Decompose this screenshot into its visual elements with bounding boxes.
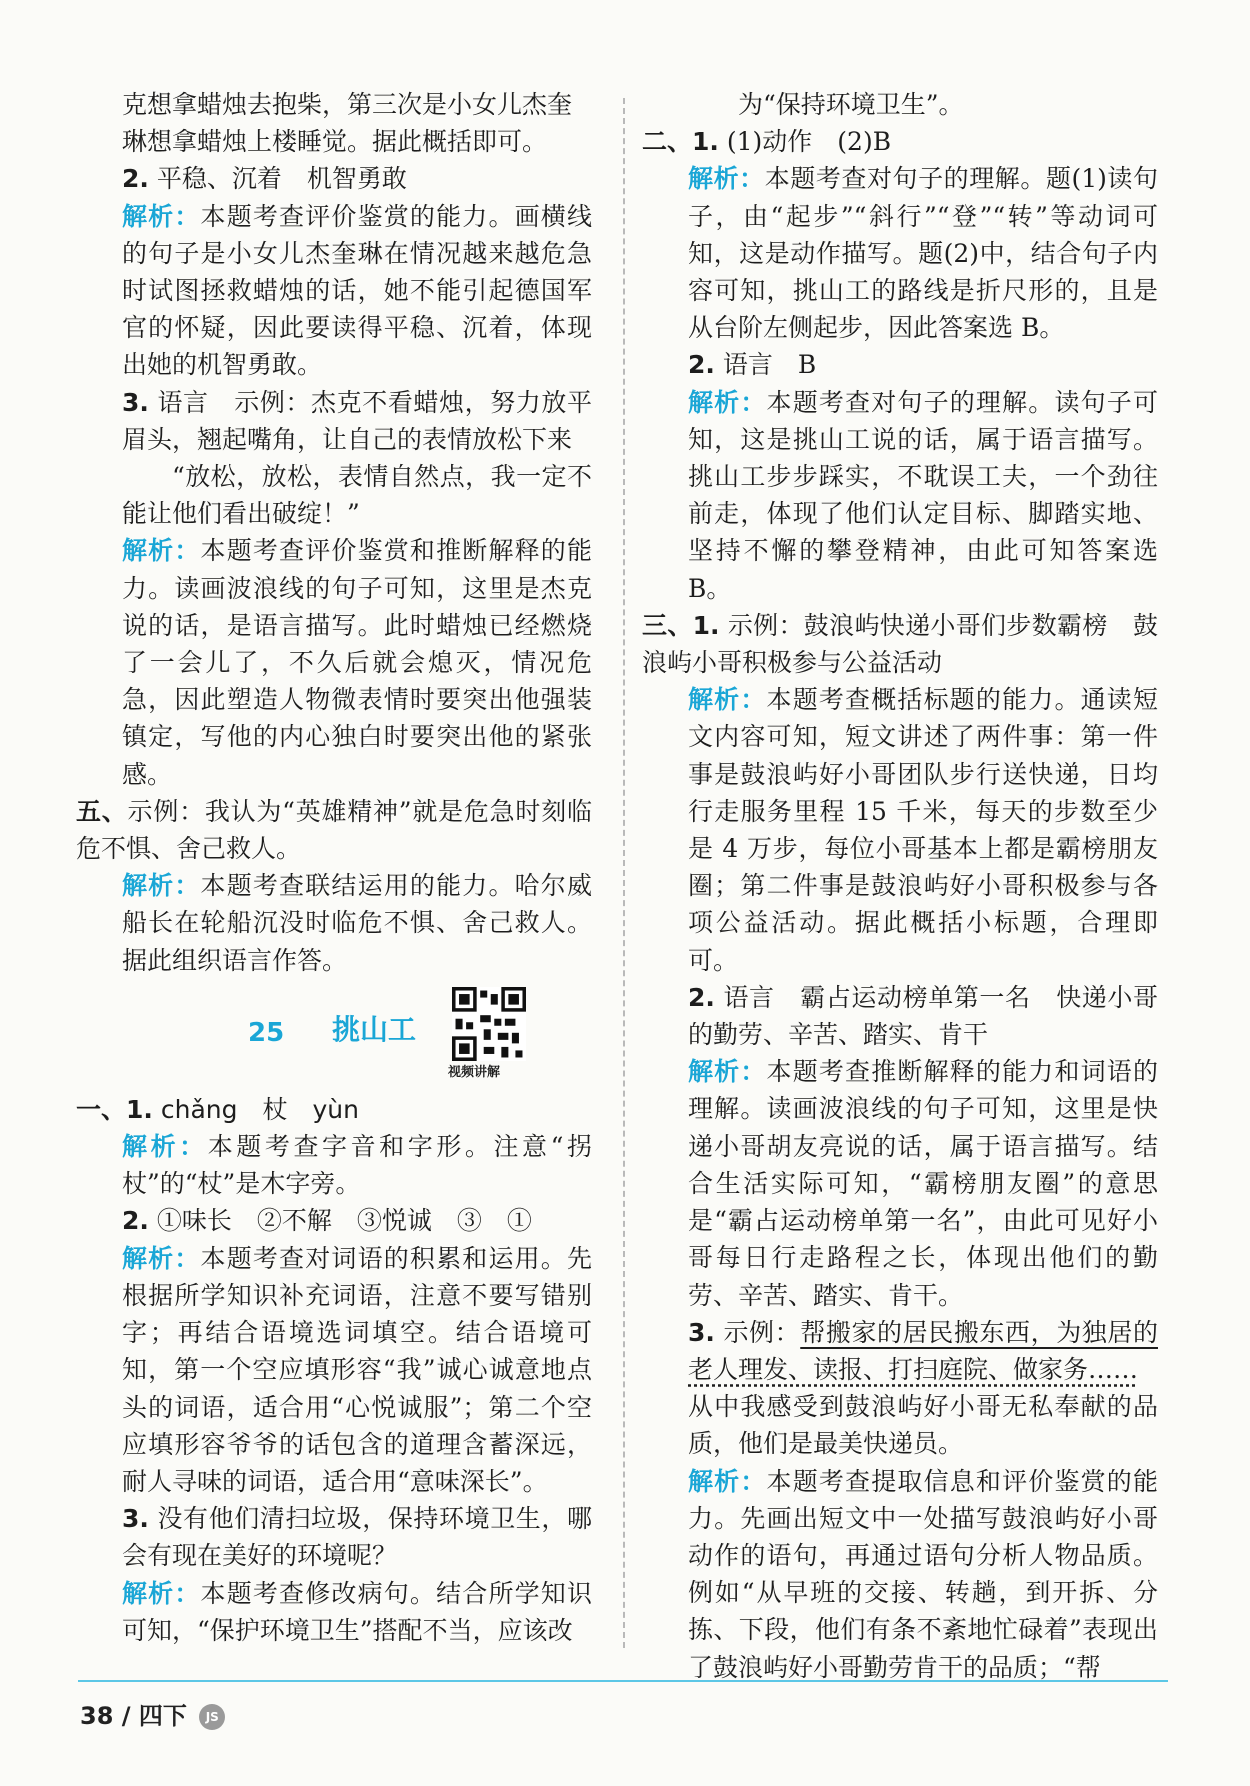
answer-s3q3: 3. 示例：帮搬家的居民搬东西，为独居的老人理发、读报、打扫庭院、做家务…… (688, 1317, 1158, 1384)
analysis-label: 解析： (688, 1466, 767, 1496)
analysis-s2q2: 解析：本题考查对句子的理解。读句子可知，这是挑山工说的话，属于语言描写。挑山工步步踩实，不耽误工夫，一个劲往前走，体现了他们认定目标、脚踏实地、坚持不懈的攀登精神，由此可知答案选 B。 (688, 387, 1158, 603)
left-column (76, 86, 592, 1649)
analysis-s1q2: 解析：本题考查对词语的积累和运用。先根据所学知识补充词语，注意不要写错别字；再结合语境选词填空。结合语境可知，第一个空应填形容“我”诚心诚意地点头的词语，适合用“心悦诚服”；第二个空应填形容爷爷的话包含的道理含蓄深远，耐人寻味的词语，适合用“意味深长”。 (122, 1243, 592, 1496)
answer-s3q2: 2. 语言 霸占运动榜单第一名 快递小哥的勤劳、辛苦、踏实、肯干 (688, 982, 1158, 1050)
section-2-q1: 二、1. (1)动作 (2)B (642, 127, 892, 157)
answer-s1q3: 3. 没有他们清扫垃圾，保持环境卫生，哪会有现在美好的环境呢？ (122, 1504, 592, 1571)
qr-caption: 视频讲解 (448, 1064, 501, 1080)
answer-q2: 2. 平稳、沉着 机智勇敢 (122, 164, 407, 194)
analysis-label: 解析： (122, 1132, 208, 1162)
analysis-label: 解析： (122, 871, 201, 901)
answer-s2q2: 2. 语言 B (688, 350, 817, 380)
analysis-s1q3: 解析：本题考查修改病句。结合所学知识可知，“保护环境卫生”搭配不当，应该改 (122, 1578, 592, 1645)
section-3-q1: 三、1. 示例：鼓浪屿快递小哥们步数霸榜 鼓浪屿小哥积极参与公益活动 (642, 610, 1158, 678)
analysis-label: 解析： (122, 536, 201, 566)
answer-s3q3-cont: 从中我感受到鼓浪屿好小哥无私奉献的品质，他们是最美快递员。 (688, 1392, 1158, 1459)
text-line: 琳想拿蜡烛上楼睡觉。据此概括即可。 (122, 127, 548, 157)
analysis-s3q1: 解析：本题考查概括标题的能力。通读短文内容可知，短文讲述了两件事：第一件事是鼓浪屿好小哥团队步行送快递，日均行走服务里程 15 千米，每天的步数至少是 4 万步，每位小哥基本上都是霸榜朋友圈；第二件事是鼓浪屿好小哥积极参与各项公益活动。据此概括小标题，合理即可。 (688, 685, 1158, 975)
analysis-s3q2: 解析：本题考查推断解释的能力和词语的理解。读画波浪线的句子可知，这里是快递小哥胡友亮说的话，属于语言描写。结合生活实际可知，“霸榜朋友圈”的意思是“霸占运动榜单第一名”，由此可见好小哥每日行走路程之长，体现出他们的勤劳、辛苦、踏实、肯干。 (688, 1057, 1158, 1310)
answer-q3-quote: “放松，放松，表情自然点，我一定不能让他们看出破绽！” (122, 462, 592, 529)
analysis-s5: 解析：本题考查联结运用的能力。哈尔威船长在轮船沉没时临危不惧、舍己救人。据此组织语言作答。 (122, 871, 592, 975)
section-1-q1: 一、1. chǎng 杖 yùn (76, 1094, 359, 1124)
analysis-s2q1: 解析：本题考查对句子的理解。题(1)读句子，由“起步”“斜行”“登”“转”等动词可知，这是动作描写。题(2)中，结合句子内容可知，挑山工的路线是折尺形的，且是从台阶左侧起步，因此答案选 B。 (688, 164, 1158, 343)
js-badge-icon: JS (199, 1704, 225, 1730)
analysis-q3: 解析：本题考查评价鉴赏和推断解释的能力。读画波浪线的句子可知，这里是杰克说的话，是语言描写。此时蜡烛已经燃烧了一会儿了，不久后就会熄灭，情况危急，因此塑造人物微表情时要突出他强装镇定，写他的内心独白时要突出他的紧张感。 (122, 536, 592, 789)
page-footer (80, 1696, 225, 1731)
section-5-answer: 五、示例：我认为“英雄精神”就是危急时刻临危不惧、舍己救人。 (76, 796, 592, 864)
answer-q3: 3. 语言 示例：杰克不看蜡烛，努力放平眉头，翘起嘴角，让自己的表情放松下来 (122, 387, 592, 454)
qr-code-icon[interactable] (452, 987, 526, 1061)
lesson-title: 挑山工 (332, 1012, 417, 1046)
text-line: 克想拿蜡烛去抱柴，第三次是小女儿杰奎 (122, 90, 573, 119)
analysis-label: 解析： (122, 201, 201, 231)
page-number: 38 (80, 1702, 114, 1730)
answer-s1q2: 2. ①味长 ②不解 ③悦诚 ③ ① (122, 1206, 532, 1236)
footer-separator: / (121, 1702, 131, 1730)
analysis-label: 解析： (688, 1057, 767, 1087)
lesson-number: 25 (248, 1017, 285, 1048)
analysis-label: 解析： (122, 1578, 201, 1608)
text-line: 为“保持环境卫生”。 (738, 90, 964, 119)
analysis-label: 解析： (688, 164, 765, 194)
analysis-s3q3: 解析：本题考查提取信息和评价鉴赏的能力。先画出短文中一处描写鼓浪屿好小哥动作的语句，再通过语句分析人物品质。例如“从早班的交接、转趟，到开拆、分拣、下段，他们有条不紊地忙碌着”表现出了鼓浪屿好小哥勤劳肯干的品质；“帮 (688, 1466, 1158, 1682)
right-column (642, 86, 1158, 1686)
underlined-dotted-text: 老人理发、读报、打扫庭院、做家务…… (688, 1354, 1139, 1384)
analysis-label: 解析： (688, 387, 767, 417)
watermark-graphic (330, 700, 630, 780)
lesson-header (122, 985, 592, 1085)
analysis-label: 解析： (688, 685, 767, 715)
column-divider (623, 98, 625, 1648)
grade-label: 四下 (138, 1702, 187, 1730)
analysis-label: 解析： (122, 1243, 201, 1273)
analysis-q2: 解析：本题考查评价鉴赏的能力。画横线的句子是小女儿杰奎琳在情况越来越危急时试图拯救蜡烛的话，她不能引起德国军官的怀疑，因此要读得平稳、沉着，体现出她的机智勇敢。 (122, 201, 592, 380)
analysis-s1q1: 解析：本题考查字音和字形。注意“拐杖”的“杖”是木字旁。 (122, 1132, 592, 1199)
underlined-solid-text: 帮搬家的居民搬东西，为独居的 (800, 1317, 1158, 1347)
footer-rule (78, 1680, 1168, 1682)
